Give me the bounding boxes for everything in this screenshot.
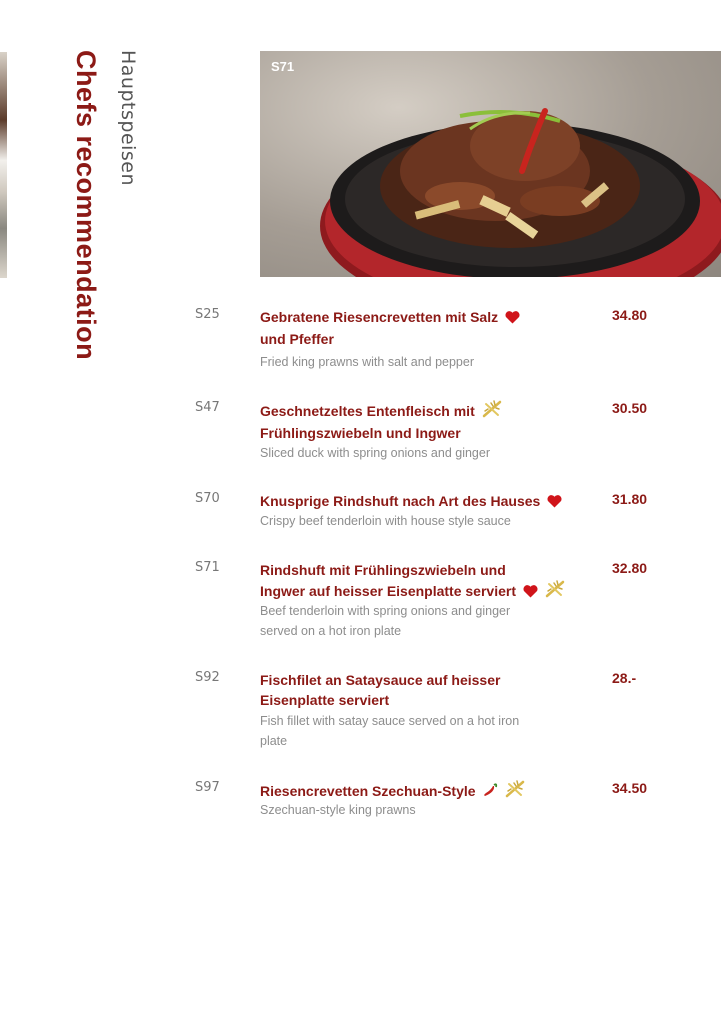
item-name-line: Ingwer auf heisser Eisenplatte serviert (260, 583, 516, 599)
item-name-line: Geschnetzeltes Entenfleisch mit (260, 403, 475, 419)
item-name-line: Gebratene Riesencrevetten mit Salz (260, 309, 499, 325)
dish-illustration (260, 51, 721, 277)
item-name (260, 307, 590, 349)
item-code: S47 (195, 400, 220, 415)
item-name (260, 560, 600, 603)
item-price: 28.- (612, 670, 637, 686)
item-description-line: Crispy beef tenderloin with house style sauce (260, 514, 511, 528)
item-description-line: served on a hot iron plate (260, 624, 402, 638)
item-description (260, 711, 560, 751)
item-description-line: plate (260, 734, 288, 748)
item-name-line: und Pfeffer (260, 331, 334, 347)
item-description (260, 511, 560, 531)
ginger-icon (545, 580, 565, 603)
item-description (260, 352, 560, 372)
heart-icon (547, 493, 562, 513)
item-description (260, 800, 560, 820)
item-name-line: Frühlingszwiebeln und Ingwer (260, 425, 461, 441)
item-name-line: Eisenplatte serviert (260, 692, 390, 708)
item-price: 34.80 (612, 307, 648, 323)
item-description-line: Fish fillet with satay sauce served on a hot iron (260, 714, 520, 728)
item-description (260, 601, 560, 641)
item-price: 30.50 (612, 400, 648, 416)
item-description-line: Beef tenderloin with spring onions and ginger (260, 604, 511, 618)
side-food-photo (0, 52, 7, 278)
item-price: 34.50 (612, 780, 648, 796)
item-name (260, 491, 620, 513)
item-price: 31.80 (612, 491, 648, 507)
item-name-line: Knusprige Rindshuft nach Art des Hauses (260, 493, 541, 509)
item-name (260, 400, 590, 443)
item-code: S70 (195, 491, 220, 506)
item-name-line: Fischfilet an Sataysauce auf heisser (260, 672, 501, 688)
hero-label: S71 (271, 59, 295, 74)
item-description-line: Szechuan-style king prawns (260, 803, 416, 817)
item-name (260, 670, 590, 710)
item-name-line: Rindshuft mit Frühlingszwiebeln und (260, 562, 506, 578)
section-title: Chefs recommendation (71, 50, 101, 361)
item-code: S71 (195, 560, 220, 575)
item-name-line: Riesencrevetten Szechuan-Style (260, 783, 476, 799)
heart-icon (523, 583, 538, 603)
item-description-line: Sliced duck with spring onions and ginger (260, 446, 490, 460)
hero-dish-photo (260, 51, 721, 277)
item-description (260, 443, 560, 463)
item-price: 32.80 (612, 560, 648, 576)
item-code: S97 (195, 780, 220, 795)
ginger-icon (482, 400, 502, 423)
heart-icon (505, 309, 520, 329)
item-code: S92 (195, 670, 220, 685)
section-subtitle: Hauptspeisen (117, 50, 139, 187)
item-code: S25 (195, 307, 220, 322)
item-description-line: Fried king prawns with salt and pepper (260, 355, 475, 369)
